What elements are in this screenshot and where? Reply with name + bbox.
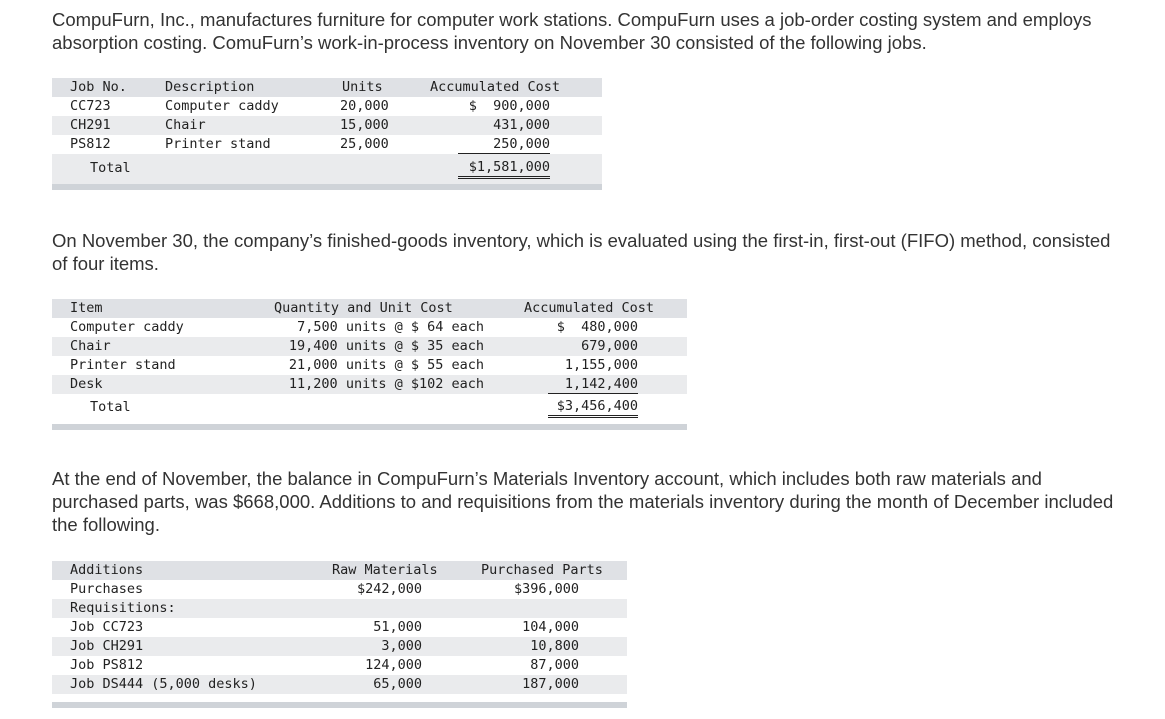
wip-total-row [52, 154, 602, 184]
mat-label: Purchases [70, 581, 144, 597]
wip-desc: Computer caddy [165, 98, 279, 114]
fg-item: Desk [70, 376, 103, 392]
fg-cost: 679,000 [581, 338, 638, 354]
mat-raw: 51,000 [373, 619, 422, 635]
table-divider [52, 424, 687, 430]
fg-header-qty: Quantity and Unit Cost [274, 300, 453, 316]
table-divider [52, 184, 602, 190]
table-divider [52, 702, 627, 708]
table-row [52, 675, 627, 694]
table-row [52, 97, 602, 116]
wip-job: PS812 [70, 136, 111, 152]
fg-qty: 19,400 units @ $ 35 each [288, 338, 484, 354]
table-row [52, 135, 602, 154]
wip-job: CC723 [70, 98, 111, 114]
table-row [52, 637, 627, 656]
wip-desc: Printer stand [165, 136, 271, 152]
wip-desc: Chair [165, 117, 206, 133]
wip-cost: 431,000 [493, 117, 550, 133]
table-row [52, 618, 627, 637]
table-row [52, 116, 602, 135]
table-row [52, 356, 687, 375]
wip-job: CH291 [70, 117, 111, 133]
mat-parts: 104,000 [522, 619, 579, 635]
wip-total-value: $1,581,000 [458, 159, 550, 179]
mat-label: Job PS812 [70, 657, 144, 673]
mat-requisitions-label: Requisitions: [70, 600, 176, 616]
mat-raw: 3,000 [381, 638, 422, 654]
wip-header-units: Units [342, 79, 383, 95]
fg-qty: 21,000 units @ $ 55 each [288, 357, 484, 373]
fg-cost: 1,142,400 [548, 376, 638, 394]
fg-cost: $ 480,000 [556, 319, 638, 335]
fg-total-value: $3,456,400 [548, 398, 638, 418]
wip-total-label: Total [90, 160, 131, 176]
mat-header-parts: Purchased Parts [481, 562, 603, 578]
mat-parts: 87,000 [530, 657, 579, 673]
fg-item: Printer stand [70, 357, 176, 373]
fg-item: Computer caddy [70, 319, 184, 335]
fg-header-cost: Accumulated Cost [524, 300, 655, 316]
wip-header-desc: Description [165, 79, 255, 95]
fg-total-label: Total [90, 399, 131, 415]
intro-paragraph: CompuFurn, Inc., manufactures furniture for computer work stations. CompuFurn uses a job-order costing system and employs absorption costing. ComuFurn’s work-in-process inventory on November 30 consisted of the following jobs. [52, 9, 1092, 53]
mat-label: Job CC723 [70, 619, 144, 635]
finished-goods-paragraph: On November 30, the company’s finished-goods inventory, which is evaluated using the first-in, first-out (FIFO) method, consisted of four items. [52, 230, 1111, 274]
table-row [52, 656, 627, 675]
fg-header-item: Item [70, 300, 103, 316]
fg-total-row [52, 394, 687, 424]
wip-cost: $ 900,000 [468, 98, 550, 114]
finished-goods-table [52, 299, 687, 430]
wip-units: 15,000 [340, 117, 389, 133]
wip-units: 20,000 [340, 98, 389, 114]
wip-header-row [52, 78, 602, 97]
mat-raw: $242,000 [356, 581, 422, 597]
wip-header-cost: Accumulated Cost [430, 79, 561, 95]
mat-header-raw: Raw Materials [332, 562, 438, 578]
table-row [52, 599, 627, 618]
materials-paragraph: At the end of November, the balance in CompuFurn’s Materials Inventory account, which includes both raw materials and purchased parts, was $668,000. Additions to and requisitions from the materials inventory during the month of December included the following. [52, 468, 1114, 535]
materials-table [52, 561, 627, 708]
fg-item: Chair [70, 338, 111, 354]
mat-label: Job DS444 (5,000 desks) [70, 676, 257, 692]
fg-qty: 11,200 units @ $102 each [288, 376, 484, 392]
mat-parts: $396,000 [513, 581, 579, 597]
mat-parts: 10,800 [530, 638, 579, 654]
table-row [52, 375, 687, 394]
fg-qty: 7,500 units @ $ 64 each [297, 319, 484, 335]
wip-cost: 250,000 [458, 136, 550, 154]
table-row [52, 337, 687, 356]
wip-table [52, 78, 602, 190]
mat-header-row [52, 561, 627, 580]
fg-header-row [52, 299, 687, 318]
wip-header-job: Job No. [70, 79, 127, 95]
mat-header-label: Additions [70, 562, 144, 578]
wip-units: 25,000 [340, 136, 389, 152]
fg-cost: 1,155,000 [564, 357, 638, 373]
mat-parts: 187,000 [522, 676, 579, 692]
mat-raw: 65,000 [373, 676, 422, 692]
table-row [52, 318, 687, 337]
mat-raw: 124,000 [365, 657, 422, 673]
table-row [52, 580, 627, 599]
mat-label: Job CH291 [70, 638, 144, 654]
